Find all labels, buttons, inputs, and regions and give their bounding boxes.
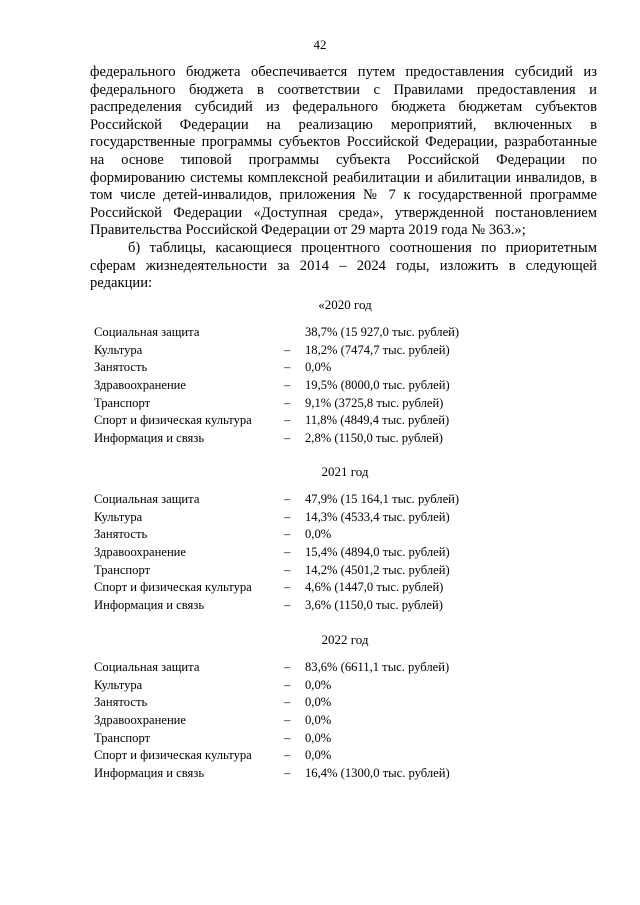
table-row [94, 677, 514, 695]
table-row [94, 491, 514, 509]
page-number: 42 [313, 37, 327, 52]
row-value: 83,6% (6611,1 тыс. рублей) [305, 660, 450, 674]
row-value: 0,0% [305, 527, 332, 542]
row-value: 14,3% (4533,4 тыс. рублей) [305, 509, 450, 524]
body-text [90, 64, 597, 293]
row-label: Культура [94, 342, 143, 357]
row-value: 0,0% [305, 713, 332, 728]
row-label: Занятость [94, 527, 148, 542]
row-dash: – [284, 527, 291, 542]
row-dash: – [284, 598, 291, 613]
year-heading-2022: 2022 год [321, 632, 369, 647]
row-value: 9,1% (3725,8 тыс. рублей) [305, 395, 444, 410]
row-dash: – [284, 342, 291, 357]
row-dash: – [284, 580, 291, 595]
row-label: Здравоохранение [94, 713, 187, 728]
row-dash: – [284, 545, 291, 560]
row-value: 18,2% (7474,7 тыс. рублей) [305, 342, 450, 357]
row-dash: – [284, 748, 291, 763]
row-label: Культура [94, 677, 143, 692]
row-label: Информация и связь [94, 598, 205, 613]
row-value: 15,4% (4894,0 тыс. рублей) [305, 545, 450, 560]
row-dash: – [284, 378, 291, 393]
row-label: Информация и связь [94, 431, 205, 446]
table-row [94, 659, 514, 677]
row-dash: – [284, 509, 291, 524]
row-label: Транспорт [94, 562, 151, 577]
row-label: Спорт и физическая культура [94, 580, 252, 595]
table-row [94, 377, 514, 395]
row-value: 19,5% (8000,0 тыс. рублей) [305, 378, 450, 393]
table-row [94, 342, 514, 360]
row-value: 14,2% (4501,2 тыс. рублей) [305, 562, 450, 577]
row-dash: – [284, 562, 291, 577]
row-value: 0,0% [305, 360, 332, 375]
row-value: 0,0% [305, 748, 332, 763]
table-row [94, 562, 514, 580]
row-dash: – [284, 395, 291, 410]
row-value: 3,6% (1150,0 тыс. рублей) [305, 598, 443, 613]
table-row [94, 544, 514, 562]
row-label: Информация и связь [94, 766, 205, 781]
paragraph-tables-intro: б) таблицы, касающиеся процентного соотношения по приоритетным сферам жизнедеятельности за 2014 – 2024 годы, изложить в следующей редакции: [90, 239, 597, 292]
row-dash: – [284, 695, 291, 710]
table-row [94, 430, 514, 448]
row-value: 47,9% (15 164,1 тыс. рублей) [305, 492, 460, 506]
table-row [94, 324, 514, 342]
table-row [94, 694, 514, 712]
table-row [94, 526, 514, 544]
row-label: Транспорт [94, 395, 151, 410]
row-label: Спорт и физическая культура [94, 413, 252, 428]
row-value: 38,7% (15 927,0 тыс. рублей) [305, 325, 460, 339]
row-label: Социальная защита [94, 325, 200, 339]
table-row [94, 730, 514, 748]
table-2022 [94, 659, 514, 783]
row-value: 0,0% [305, 695, 332, 710]
year-heading-2020: «2020 год [318, 297, 372, 312]
row-value: 4,6% (1447,0 тыс. рублей) [305, 580, 444, 595]
table-row [94, 509, 514, 527]
row-label: Здравоохранение [94, 545, 187, 560]
row-label: Занятость [94, 360, 148, 375]
row-dash: – [284, 360, 291, 375]
table-row [94, 359, 514, 377]
table-row [94, 395, 514, 413]
row-label: Социальная защита [94, 660, 200, 674]
table-row [94, 765, 514, 783]
table-row [94, 579, 514, 597]
row-label: Здравоохранение [94, 378, 187, 393]
row-dash: – [284, 713, 291, 728]
row-value: 2,8% (1150,0 тыс. рублей) [305, 431, 443, 446]
table-row [94, 597, 514, 615]
row-dash: – [284, 766, 291, 781]
row-label: Занятость [94, 695, 148, 710]
table-2020 [94, 324, 514, 448]
row-dash: – [284, 413, 291, 428]
row-value: 0,0% [305, 730, 332, 745]
row-dash: – [284, 660, 291, 674]
row-label: Транспорт [94, 730, 151, 745]
year-heading-2021: 2021 год [321, 464, 369, 479]
row-label: Социальная защита [94, 492, 200, 506]
paragraph-continuation: федерального бюджета обеспечивается путем предоставления субсидий из федерального бюджета в соответствии с Правилами предоставления и распределения субсидий из федерального бюджета бюджетам субъектов Российской Федерации на реализацию мероприятий, включенных в государственные программы субъектов Российской Федерации, разработанные на основе типовой программы субъекта Российской Федерации по формированию системы комплексной реабилитации и абилитации инвалидов, в том числе детей-инвалидов, приложения № 7 к государственной программе Российской Федерации «Доступная среда», утвержденной постановлением Правительства Российской Федерации от 29 марта 2019 года № 363.»; [90, 64, 597, 239]
row-dash: – [284, 431, 291, 446]
row-dash: – [284, 677, 291, 692]
table-row [94, 747, 514, 765]
table-row [94, 412, 514, 430]
row-label: Спорт и физическая культура [94, 748, 252, 763]
row-dash: – [284, 730, 291, 745]
table-2021 [94, 491, 514, 615]
row-value: 0,0% [305, 677, 332, 692]
row-value: 16,4% (1300,0 тыс. рублей) [305, 766, 450, 781]
row-label: Культура [94, 509, 143, 524]
table-row [94, 712, 514, 730]
row-value: 11,8% (4849,4 тыс. рублей) [305, 413, 450, 428]
row-dash: – [284, 492, 291, 506]
